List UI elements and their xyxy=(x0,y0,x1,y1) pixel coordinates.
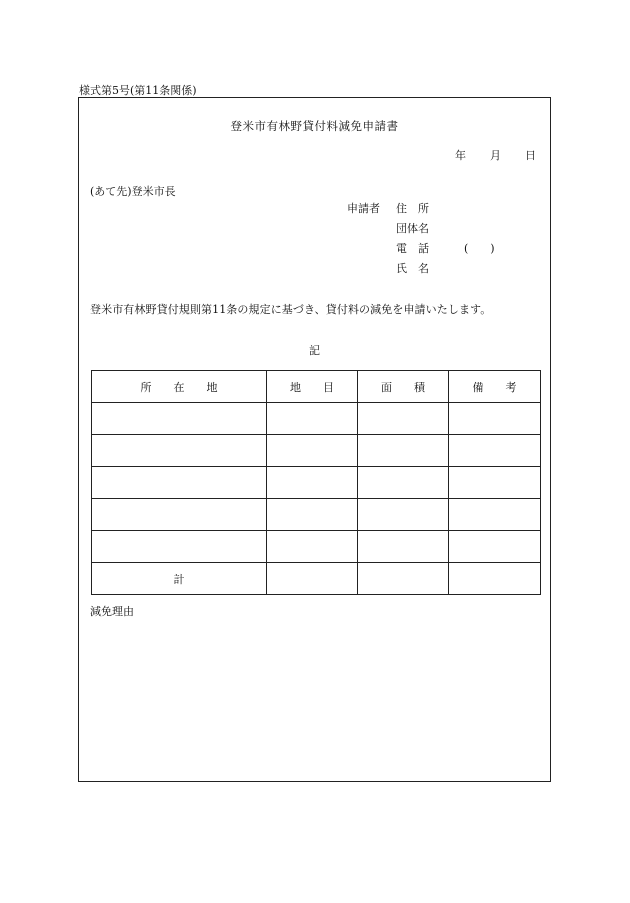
table-header-row xyxy=(92,371,541,403)
location-cell[interactable] xyxy=(92,403,267,435)
land-category-cell[interactable] xyxy=(267,499,358,531)
applicant-role-label: 申請者 xyxy=(347,202,380,215)
organization-label: 団体名 xyxy=(396,222,429,235)
land-details-table xyxy=(91,370,541,595)
phone-label: 電 話 xyxy=(396,242,429,255)
name-label: 氏 名 xyxy=(396,262,429,275)
date-month-label: 月 xyxy=(490,149,501,162)
table-row xyxy=(92,499,541,531)
table-total-row xyxy=(92,563,541,595)
area-cell[interactable] xyxy=(358,435,449,467)
application-form-frame xyxy=(78,97,551,782)
total-remarks-cell[interactable] xyxy=(449,563,541,595)
total-label-cell: 計 xyxy=(92,563,267,595)
remarks-cell[interactable] xyxy=(449,499,541,531)
address-label: 住 所 xyxy=(396,202,429,215)
area-cell[interactable] xyxy=(358,531,449,563)
document-title: 登米市有林野貸付料減免申請書 xyxy=(230,119,399,133)
location-cell[interactable] xyxy=(92,499,267,531)
application-statement: 登米市有林野貸付規則第11条の規定に基づき、貸付料の減免を申請いたします。 xyxy=(90,303,492,316)
area-cell[interactable] xyxy=(358,499,449,531)
land-category-cell[interactable] xyxy=(267,435,358,467)
date-year-label: 年 xyxy=(455,149,466,162)
table-row xyxy=(92,435,541,467)
land-category-cell[interactable] xyxy=(267,467,358,499)
remarks-cell[interactable] xyxy=(449,531,541,563)
reduction-reason-label: 減免理由 xyxy=(90,605,134,618)
addressee: (あて先)登米市長 xyxy=(90,185,176,198)
remarks-cell[interactable] xyxy=(449,435,541,467)
date-day-label: 日 xyxy=(525,149,536,162)
location-cell[interactable] xyxy=(92,435,267,467)
column-header-area: 面 積 xyxy=(358,371,449,403)
form-number-label: 様式第5号(第11条関係) xyxy=(79,84,197,97)
land-category-cell[interactable] xyxy=(267,531,358,563)
table-row xyxy=(92,403,541,435)
remarks-cell[interactable] xyxy=(449,467,541,499)
column-header-location: 所 在 地 xyxy=(92,371,267,403)
location-cell[interactable] xyxy=(92,531,267,563)
area-cell[interactable] xyxy=(358,467,449,499)
location-cell[interactable] xyxy=(92,467,267,499)
land-category-cell[interactable] xyxy=(267,403,358,435)
ki-heading: 記 xyxy=(309,344,320,357)
total-land-category-cell[interactable] xyxy=(267,563,358,595)
column-header-land-category: 地 目 xyxy=(267,371,358,403)
remarks-cell[interactable] xyxy=(449,403,541,435)
table-row xyxy=(92,531,541,563)
column-header-remarks: 備 考 xyxy=(449,371,541,403)
area-cell[interactable] xyxy=(358,403,449,435)
table-row xyxy=(92,467,541,499)
total-area-cell[interactable] xyxy=(358,563,449,595)
phone-parentheses: ( ) xyxy=(464,242,495,255)
